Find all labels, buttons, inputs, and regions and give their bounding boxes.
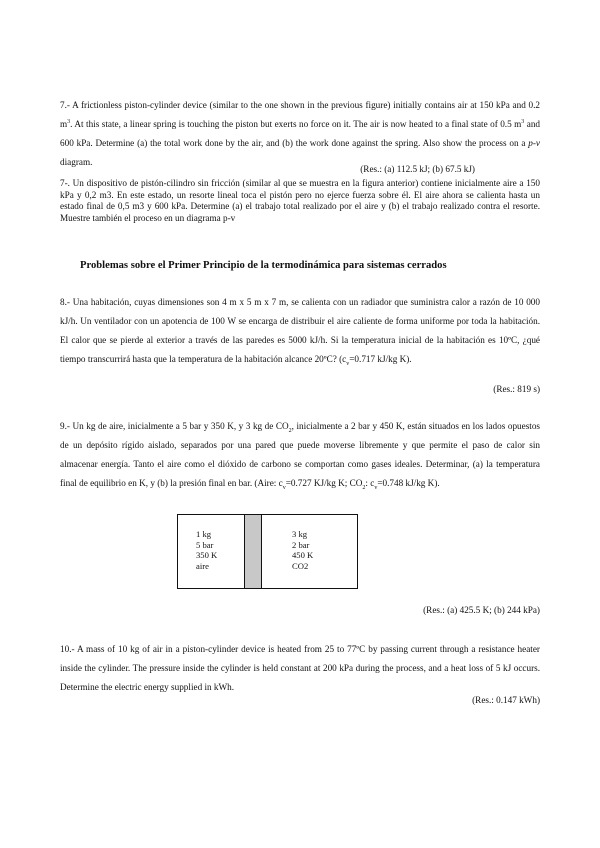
problem-10-result: (Res.: 0.147 kWh)	[472, 695, 540, 705]
problem-7-text-1: 7.- A frictionless piston-cylinder device (similar to the one shown in the previous figure) initially contains air at 150 kPa and 0.2 m	[60, 100, 540, 129]
exponent: 3	[521, 118, 525, 125]
problem-10: 10.- A mass of 10 kg of air in a piston-cylinder device is heated from 25 to 77ºC by passing current through a resistance heater inside the cylinder. The pressure inside the cylinder is held constant at 200 kPa during the process, and a heat loss of 5 kJ occurs. Determine the electric energy supplied in kWh.	[60, 644, 540, 692]
problem-7-spanish: 7-. Un dispositivo de pistón-cilindro sin fricción (similar al que se muestra en la figura anterior) contiene inicialmente aire a 150 kPa y 0,2 m3. En este estado, un resorte lineal toca el pistón pero no ejerce fuerza sobre él. El aire ahora se calienta hasta un estado final de 0,5 m3 y 600 kPa. Determine (a) el trabajo total realizado por el aire y (b) el trabajo realizado contra el resorte. Muestre también el proceso en un diagrama p-v	[60, 178, 540, 223]
subscript: v	[282, 484, 286, 491]
problem-7-text-4: diagram.	[60, 157, 93, 167]
subscript: 2	[362, 484, 366, 491]
rigid-tank-diagram	[177, 514, 358, 589]
section-heading: Problemas sobre el Primer Principio de la termodinámica para sistemas cerrados	[80, 260, 447, 271]
problem-9-text-d: : c	[365, 478, 375, 488]
air-label: aire	[196, 560, 209, 571]
problem-8-text-end: =0.717 kJ/kg K).	[349, 354, 412, 364]
problem-8	[60, 293, 540, 369]
subscript: v	[346, 360, 350, 367]
co2-label: CO2	[292, 560, 309, 571]
air-mass: 1 kg	[196, 529, 212, 539]
air-pressure: 5 bar	[196, 539, 214, 550]
problem-7-english	[60, 96, 540, 172]
subscript: 2	[288, 427, 292, 434]
co2-pressure: 2 bar	[292, 539, 310, 550]
problem-8-result: (Res.: 819 s)	[493, 384, 540, 394]
movable-wall	[244, 515, 262, 588]
problem-7-result: (Res.: (a) 112.5 kJ; (b) 67.5 kJ)	[360, 164, 475, 174]
problem-9-text-c: =0.727 KJ/kg K; CO	[285, 478, 363, 488]
problem-9-result: (Res.: (a) 425.5 K; (b) 244 kPa)	[423, 605, 540, 615]
co2-temperature: 450 K	[292, 550, 314, 560]
co2-mass: 3 kg	[292, 529, 308, 539]
air-temperature: 350 K	[196, 550, 218, 560]
exponent: 3	[67, 118, 71, 125]
co2-compartment	[292, 529, 313, 571]
subscript: v	[374, 484, 378, 491]
problem-9-text-b: , inicialmente a 2 bar y 450 K, están situados en los lados opuestos de un depósito rígido aislado, separados por una pared que puede moverse libremente y que permite el paso de calor sin almacenar energía. Tanto el aire como el dióxido de carbono se comportan como gases ideales. Determinar, (a) la temperatura final de equilibrio en K, y (b) la presión final en bar. (Aire: c	[60, 421, 541, 488]
air-compartment	[196, 529, 217, 571]
pv-italic: p-v	[528, 138, 540, 148]
problem-9-text-a: 9.- Un kg de aire, inicialmente a 5 bar y 350 K, y 3 kg de CO	[60, 421, 289, 431]
problem-9	[60, 417, 540, 493]
problem-8-text: 8.- Una habitación, cuyas dimensiones son 4 m x 5 m x 7 m, se calienta con un radiador que suministra calor a razón de 10 000 kJ/h. Un ventilador con un apotencia de 100 W se encarga de distribuir el aire caliente de forma uniforme por toda la habitación. El calor que se pierde al exterior a través de las paredes es 5000 kJ/h. Si la temperatura inicial de la habitación es 10ºC, ¿qué tiempo transcurrirá hasta que la temperatura de la habitación alcance 20ºC? (c	[60, 297, 540, 364]
problem-9-text-e: =0.748 kJ/kg K).	[377, 478, 440, 488]
problem-7-text-2: . At this state, a linear spring is touching the piston but exerts no force on it. The air is now heated to a final state of 0.5 m	[70, 119, 522, 129]
problem-7-text-3: and 600 kPa. Determine (a) the total work done by the air, and (b) the work done against the spring. Also show the process on a	[60, 119, 541, 148]
